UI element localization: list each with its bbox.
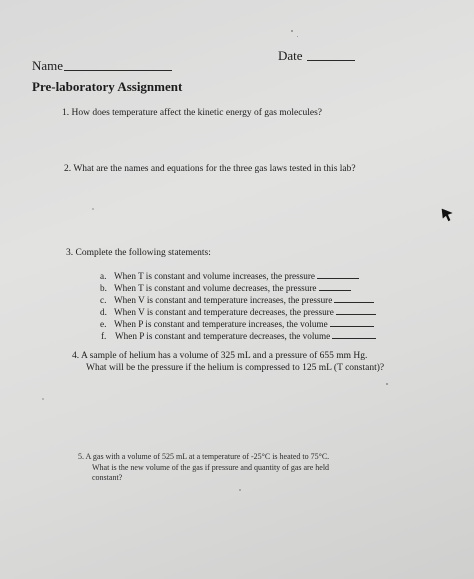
question-5-line-3: constant? <box>92 473 123 482</box>
statement-letter: e. <box>100 319 107 329</box>
date-blank-line <box>307 60 355 61</box>
statement-a <box>100 270 359 281</box>
statement-text: When V is constant and temperature increases, the pressure <box>114 295 333 305</box>
answer-blank <box>336 306 376 315</box>
statement-text: When P is constant and temperature increases, the volume <box>114 319 328 329</box>
mouse-pointer-icon <box>440 207 454 223</box>
statement-letter: a. <box>100 271 107 281</box>
question-5-line-1: 5. A gas with a volume of 525 mL at a temperature of -25°C is heated to 75°C. <box>78 452 330 461</box>
question-4-line-2: What will be the pressure if the helium is compressed to 125 mL (T constant)? <box>86 363 385 373</box>
statement-e <box>100 318 374 329</box>
question-2: 2. What are the names and equations for the three gas laws tested in this lab? <box>64 164 356 174</box>
statement-letter: b. <box>100 283 107 293</box>
paper-speck <box>42 398 44 400</box>
date-label: Date <box>278 48 303 63</box>
name-blank-line <box>64 70 172 71</box>
statement-text: When T is constant and volume increases, the pressure <box>114 271 315 281</box>
statement-text: When P is constant and temperature decreases, the volume <box>115 331 331 341</box>
answer-blank <box>330 318 374 327</box>
answer-blank <box>332 330 376 339</box>
question-4-line-1: 4. A sample of helium has a volume of 325 mL and a pressure of 655 mm Hg. <box>72 351 368 361</box>
paper-speck <box>297 36 298 37</box>
paper-speck <box>92 208 94 210</box>
statement-b <box>100 282 351 293</box>
paper-speck <box>291 30 293 32</box>
answer-blank <box>319 282 351 291</box>
paper-speck <box>239 489 241 491</box>
statement-f <box>101 330 376 341</box>
statement-c <box>100 294 374 305</box>
question-1: 1. How does temperature affect the kinetic energy of gas molecules? <box>62 108 323 118</box>
answer-blank <box>334 294 374 303</box>
assignment-title: Pre-laboratory Assignment <box>32 79 183 94</box>
answer-blank <box>317 270 359 279</box>
statement-letter: d. <box>100 307 107 317</box>
statement-letter: f. <box>101 331 107 341</box>
paper-speck <box>386 383 388 385</box>
question-3: 3. Complete the following statements: <box>66 248 211 258</box>
name-label: Name <box>32 58 64 73</box>
statement-d <box>100 306 376 317</box>
statement-text: When T is constant and volume decreases, the pressure <box>114 283 317 293</box>
statement-letter: c. <box>100 295 107 305</box>
statement-text: When V is constant and temperature decreases, the pressure <box>114 307 334 317</box>
question-5-line-2: What is the new volume of the gas if pressure and quantity of gas are held <box>92 463 330 472</box>
